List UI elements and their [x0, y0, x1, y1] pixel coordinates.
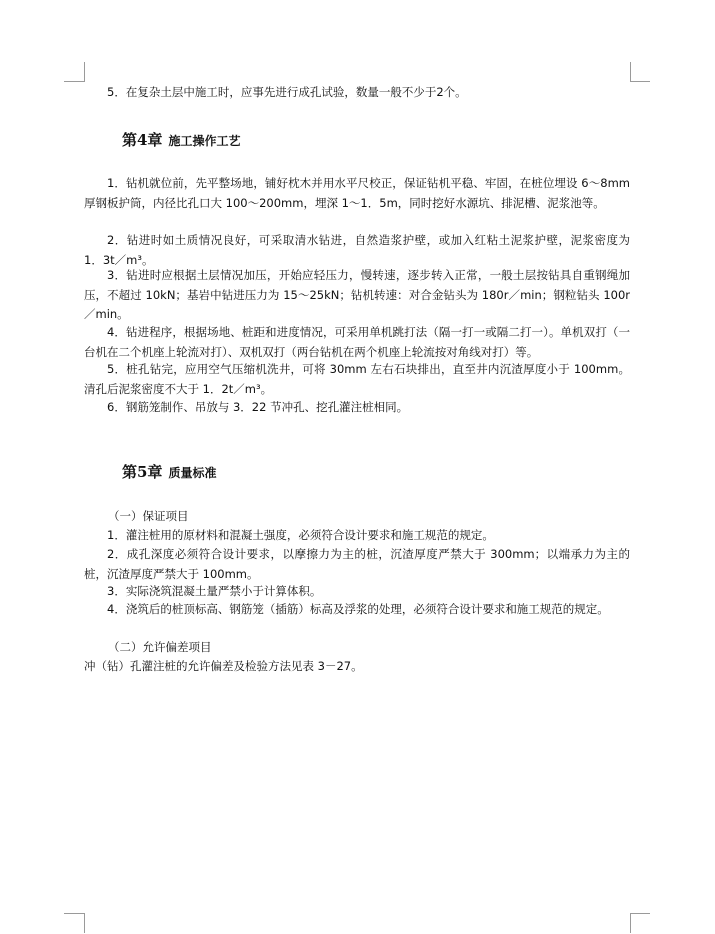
chapter-4-title: 施工操作工艺	[168, 134, 241, 148]
chapter-4-paragraph-5: 5．桩孔钻完，应用空气压缩机洗井，可将 30mm 左右石块排出，直至井内沉渣厚度小于 100mm。清孔后泥浆密度不大于 1．2t／m³。	[84, 362, 630, 396]
crop-mark-bottom-left	[64, 913, 84, 914]
chapter-5-title: 质量标准	[168, 466, 217, 480]
chapter-5-heading	[122, 461, 216, 482]
crop-mark-top-left	[84, 62, 85, 82]
crop-mark-top-left	[64, 81, 84, 82]
chapter-4-paragraph-2: 2．钻进时如土质情况良好，可采取清水钻进，自然造浆护壁，或加入红粘土泥浆护壁，泥浆密度为 1．3t／m³。	[84, 233, 630, 267]
section-1-item-2: 2．成孔深度必须符合设计要求，以摩擦力为主的桩，沉渣厚度严禁大于 300mm；以端承力为主的桩，沉渣厚度严禁大于 100mm。	[84, 547, 630, 581]
section-2-text: 冲（钻）孔灌注桩的允许偏差及检验方法见表 3－27。	[84, 659, 363, 673]
section-1-item-1: 1．灌注桩用的原材料和混凝土强度，必须符合设计要求和施工规范的规定。	[107, 528, 494, 542]
chapter-4-paragraph-6: 6．钢筋笼制作、吊放与 3．22 节冲孔、挖孔灌注桩相同。	[107, 400, 409, 414]
section-1-item-4: 4．浇筑后的桩顶标高、钢筋笼（插筋）标高及浮浆的处理，必须符合设计要求和施工规范的规定。	[107, 602, 609, 616]
chapter-4-heading	[122, 129, 240, 150]
section-2-heading: （二）允许偏差项目	[108, 640, 212, 654]
intro-paragraph: 5．在复杂土层中施工时，应事先进行成孔试验，数量一般不少于2个。	[107, 85, 467, 99]
chapter-4-paragraph-1: 1．钻机就位前，先平整场地，铺好枕木并用水平尺校正，保证钻机平稳、牢固，在桩位埋设 6～8mm 厚钢板护筒，内径比孔口大 100～200mm，埋深 1～1．5m，同时挖好水源坑、排泥槽、泥浆池等。	[84, 176, 630, 210]
chapter-4-paragraph-3: 3．钻进时应根据土层情况加压，开始应轻压力，慢转速，逐步转入正常，一般土层按钻具自重钢绳加压，不超过 10kN；基岩中钻进压力为 15～25kN；钻机转速：对合金钻头为 180r／min；钢粒钻头 100r／min。	[84, 268, 630, 321]
crop-mark-bottom-right	[630, 913, 631, 933]
section-1-heading: （一）保证项目	[108, 509, 189, 523]
crop-mark-bottom-left	[84, 913, 85, 933]
chapter-4-paragraph-4: 4．钻进程序，根据场地、桩距和进度情况，可采用单机跳打法（隔一打一或隔二打一）。单机双打（一台机在二个机座上轮流对打）、双机双打（两台钻机在两个机座上轮流按对角线对打）等。	[84, 325, 630, 359]
chapter-5-number: 第5章	[122, 463, 163, 481]
crop-mark-top-right	[630, 81, 650, 82]
crop-mark-bottom-right	[630, 913, 650, 914]
section-1-item-3: 3．实际浇筑混凝土量严禁小于计算体积。	[107, 584, 322, 598]
crop-mark-top-right	[630, 62, 631, 82]
chapter-4-number: 第4章	[122, 131, 163, 149]
